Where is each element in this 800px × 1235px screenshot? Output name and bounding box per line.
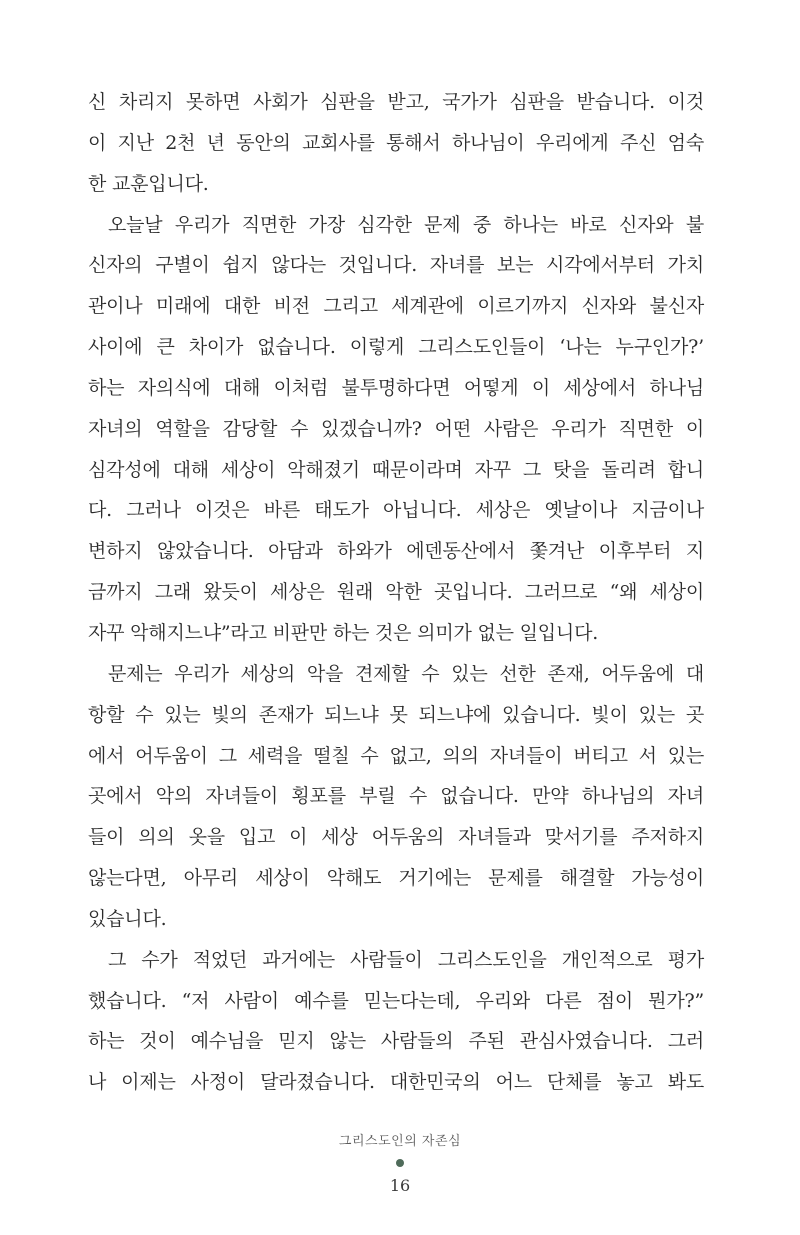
page-number: 16 xyxy=(389,1176,411,1195)
text-line: 사이에 큰 차이가 없습니다. 이렇게 그리스도인들이 ‘나는 누구인가?’ xyxy=(88,336,704,359)
text-line: 항할 수 있는 빛의 존재가 되느냐 못 되느냐에 있습니다. 빛이 있는 곳 xyxy=(88,703,704,726)
text-line: 나 이제는 사정이 달라졌습니다. 대한민국의 어느 단체를 놓고 봐도 xyxy=(88,1071,704,1094)
text-line: 신자의 구별이 쉽지 않다는 것입니다. 자녀를 보는 시각에서부터 가치 xyxy=(88,254,704,277)
paragraph-start-line: 문제는 우리가 세상의 악을 견제할 수 있는 선한 존재, 어두움에 대 xyxy=(108,662,704,685)
text-line: 있습니다. xyxy=(88,907,167,930)
text-line: 변하지 않았습니다. 아담과 하와가 에덴동산에서 쫓겨난 이후부터 지 xyxy=(88,540,704,563)
text-line: 에서 어두움이 그 세력을 떨칠 수 없고, 의의 자녀들이 버티고 서 있는 xyxy=(88,744,704,767)
paragraph-start-line: 오늘날 우리가 직면한 가장 심각한 문제 중 하나는 바로 신자와 불 xyxy=(108,213,704,236)
text-line: 하는 자의식에 대해 이처럼 불투명하다면 어떻게 이 세상에서 하나님 xyxy=(88,376,704,399)
paragraph-start-line: 그 수가 적었던 과거에는 사람들이 그리스도인을 개인적으로 평가 xyxy=(108,948,704,971)
text-line: 심각성에 대해 세상이 악해졌기 때문이라며 자꾸 그 탓을 돌리려 합니 xyxy=(88,458,704,481)
text-line: 금까지 그래 왔듯이 세상은 원래 악한 곳입니다. 그러므로 “왜 세상이 xyxy=(88,581,704,604)
text-line: 관이나 미래에 대한 비전 그리고 세계관에 이르기까지 신자와 불신자 xyxy=(88,295,704,318)
text-line: 않는다면, 아무리 세상이 악해도 거기에는 문제를 해결할 가능성이 xyxy=(88,867,704,890)
text-line: 한 교훈입니다. xyxy=(88,172,209,195)
text-line: 곳에서 악의 자녀들이 횡포를 부릴 수 없습니다. 만약 하나님의 자녀 xyxy=(88,785,704,808)
body-text xyxy=(88,82,704,1103)
text-line: 이 지난 2천 년 동안의 교회사를 통해서 하나님이 우리에게 주신 엄숙 xyxy=(88,131,704,154)
text-line: 했습니다. “저 사람이 예수를 믿는다는데, 우리와 다른 점이 뭔가?” xyxy=(88,989,704,1012)
text-line: 신 차리지 못하면 사회가 심판을 받고, 국가가 심판을 받습니다. 이것 xyxy=(88,91,704,113)
text-line: 다. 그러나 이것은 바른 태도가 아닙니다. 세상은 옛날이나 지금이나 xyxy=(88,499,704,522)
folio-dot-icon xyxy=(396,1159,404,1167)
text-line: 하는 것이 예수님을 믿지 않는 사람들의 주된 관심사였습니다. 그러 xyxy=(88,1030,704,1053)
text-line: 들이 의의 옷을 입고 이 세상 어두움의 자녀들과 맞서기를 주저하지 xyxy=(88,826,704,849)
running-title: 그리스도인의 자존심 xyxy=(338,1134,462,1149)
text-line: 자녀의 역할을 감당할 수 있겠습니까? 어떤 사람은 우리가 직면한 이 xyxy=(88,417,704,440)
text-line: 자꾸 악해지느냐”라고 비판만 하는 것은 의미가 없는 일입니다. xyxy=(88,621,599,644)
